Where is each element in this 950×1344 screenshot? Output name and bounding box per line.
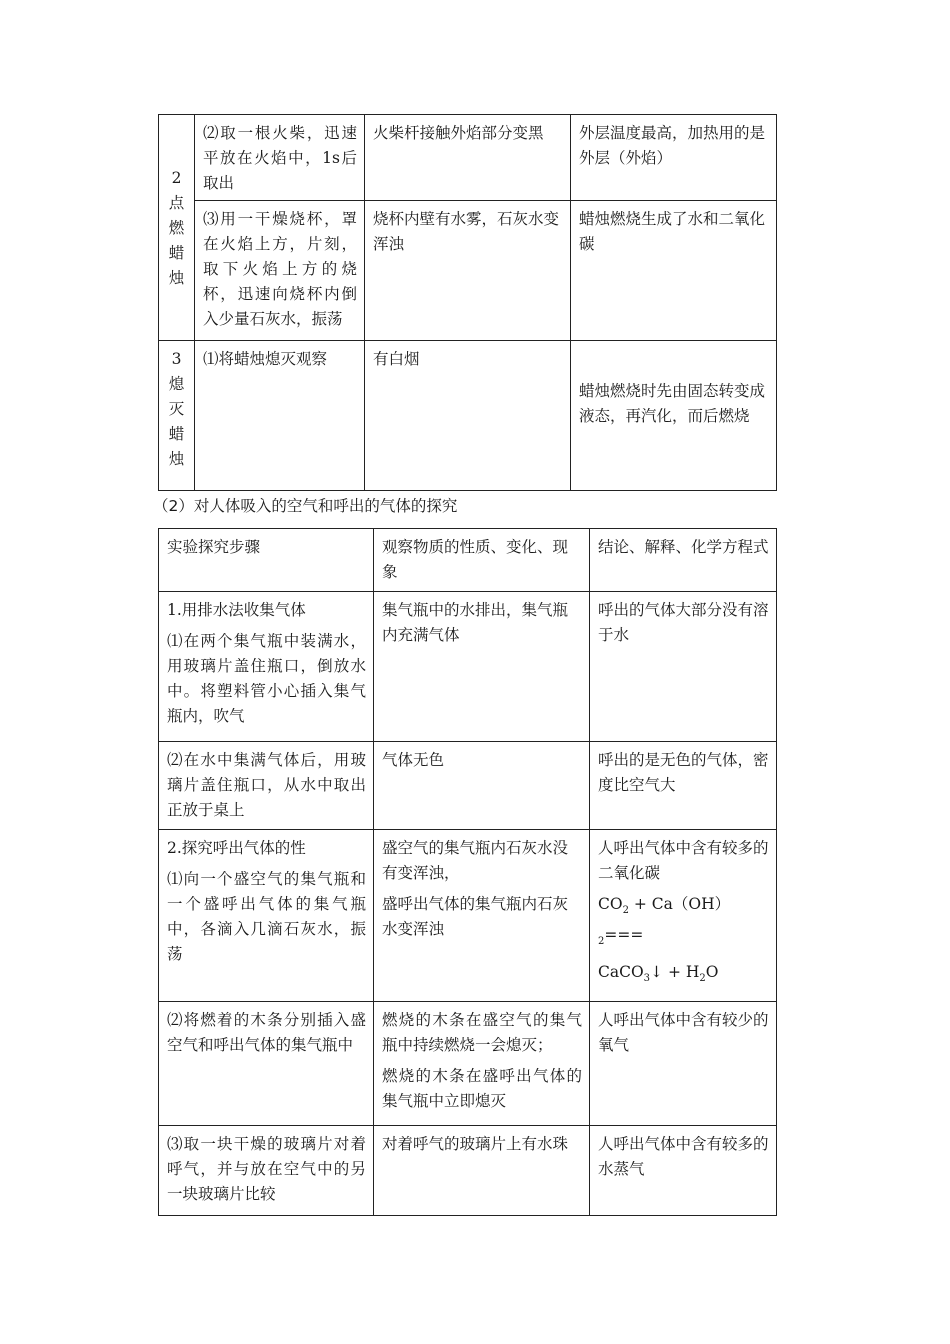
breath-experiment-table [158, 528, 777, 1216]
phenomenon-cell: 气体无色 [374, 742, 590, 830]
eq-part: + Ca（OH） [628, 895, 731, 913]
eq-part: === [604, 926, 644, 945]
eq-part: CO [598, 895, 623, 913]
group-char: 熄 [168, 375, 185, 393]
eq-part: CaCO [598, 963, 644, 982]
group-number: 3 [171, 350, 182, 368]
conclusion-cell: 外层温度最高，加热用的是外层（外焰） [571, 115, 777, 201]
group-char: 点 [168, 194, 185, 212]
eq-subscript: 3 [643, 973, 651, 985]
phenomenon-cell [374, 830, 590, 1002]
chemical-equation-line1 [598, 892, 769, 954]
eq-subscript: 2 [598, 936, 605, 948]
step-text: ⑴在两个集气瓶中装满水，用玻璃片盖住瓶口，倒放水中。将塑料管小心插入集气瓶内，吹气 [167, 632, 366, 725]
conclusion-cell: 蜡烛燃烧生成了水和二氧化碳 [571, 201, 777, 341]
conclusion-text: 人呼出气体中含有较多的二氧化碳 [598, 839, 769, 882]
conclusion-cell: 蜡烛燃烧时先由固态转变成液态，再汽化，而后燃烧 [571, 341, 777, 491]
conclusion-cell: 呼出的是无色的气体，密度比空气大 [590, 742, 777, 830]
conclusion-cell: 呼出的气体大部分没有溶于水 [590, 592, 777, 742]
step-cell [159, 592, 374, 742]
candle-experiment-table [158, 114, 777, 491]
step-cell: ⑶用一干燥烧杯，罩在火焰上方，片刻，取下火焰上方的烧杯，迅速向烧杯内倒入少量石灰水，振荡 [195, 201, 365, 341]
header-phenomenon: 观察物质的性质、变化、现象 [374, 529, 590, 592]
step-cell: ⑶取一块干燥的玻璃片对着呼气，并与放在空气中的另一块玻璃片比较 [159, 1126, 374, 1216]
table-row [159, 830, 777, 1002]
conclusion-cell: 人呼出气体中含有较多的水蒸气 [590, 1126, 777, 1216]
header-conclusion: 结论、解释、化学方程式 [590, 529, 777, 592]
chemical-equation-line2 [598, 960, 769, 991]
phenomenon-cell: 集气瓶中的水排出，集气瓶内充满气体 [374, 592, 590, 742]
phenomenon-cell: 烧杯内壁有水雾，石灰水变浑浊 [365, 201, 571, 341]
phenomenon-text: 燃烧的木条在盛呼出气体的集气瓶中立即熄灭 [382, 1067, 582, 1111]
group-char: 烛 [168, 450, 185, 468]
table-row [159, 201, 777, 341]
section-heading: （2）对人体吸入的空气和呼出的气体的探究 [153, 497, 458, 515]
phenomenon-text: 燃烧的木条在盛空气的集气瓶中持续燃烧一会熄灭； [382, 1011, 582, 1055]
table-row [159, 1002, 777, 1126]
conclusion-cell: 人呼出气体中含有较少的氧气 [590, 1002, 777, 1126]
group-number: 2 [171, 169, 182, 187]
eq-part: ↓ + H [650, 963, 700, 982]
step-title: 1.用排水法收集气体 [167, 601, 306, 619]
header-step: 实验探究步骤 [159, 529, 374, 592]
group-label-light-candle [159, 115, 195, 341]
table-row [159, 742, 777, 830]
group-char: 蜡 [168, 425, 185, 443]
phenomenon-text: 盛呼出气体的集气瓶内石灰水变浑浊 [382, 895, 569, 938]
step-cell: ⑵取一根火柴，迅速平放在火焰中，1s后取出 [195, 115, 365, 201]
phenomenon-text: 盛空气的集气瓶内石灰水没有变浑浊， [382, 839, 569, 882]
eq-subscript: 2 [622, 905, 629, 917]
step-text: ⑴向一个盛空气的集气瓶和一个盛呼出气体的集气瓶中，各滴入几滴石灰水，振荡 [167, 870, 366, 963]
conclusion-cell [590, 830, 777, 1002]
table-row [159, 592, 777, 742]
eq-subscript: 2 [699, 973, 706, 985]
step-cell: ⑵将燃着的木条分别插入盛空气和呼出气体的集气瓶中 [159, 1002, 374, 1126]
group-char: 燃 [168, 219, 185, 237]
table-row [159, 1126, 777, 1216]
phenomenon-cell: 火柴杆接触外焰部分变黑 [365, 115, 571, 201]
table-row [159, 341, 777, 491]
group-label-extinguish-candle [159, 341, 195, 491]
step-cell: ⑴将蜡烛熄灭观察 [195, 341, 365, 491]
step-cell [159, 830, 374, 1002]
step-title: 2.探究呼出气体的性 [167, 839, 306, 857]
group-char: 灭 [168, 400, 185, 418]
eq-part: O [705, 963, 719, 982]
phenomenon-cell: 对着呼气的玻璃片上有水珠 [374, 1126, 590, 1216]
phenomenon-cell [374, 1002, 590, 1126]
phenomenon-cell: 有白烟 [365, 341, 571, 491]
table-header-row [159, 529, 777, 592]
step-cell: ⑵在水中集满气体后，用玻璃片盖住瓶口，从水中取出正放于桌上 [159, 742, 374, 830]
table-row [159, 115, 777, 201]
group-char: 蜡 [168, 244, 185, 262]
group-char: 烛 [168, 269, 185, 287]
